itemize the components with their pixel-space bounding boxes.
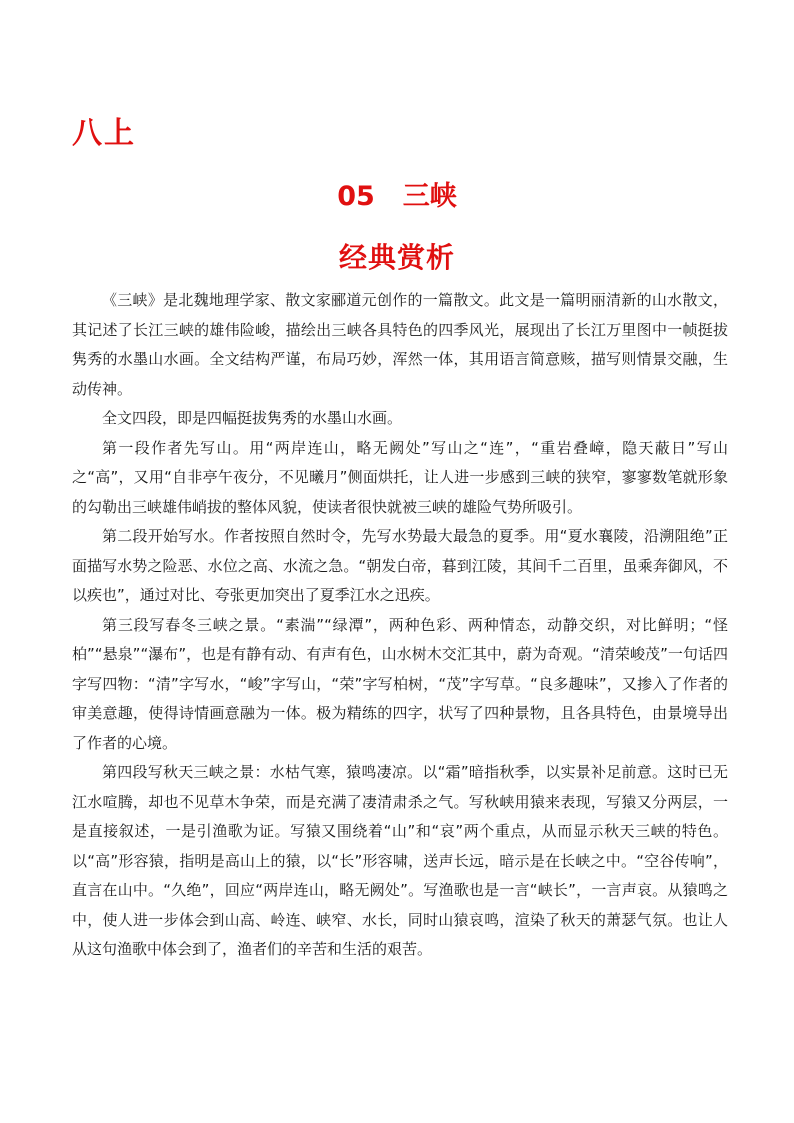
paragraph-mountains: 第一段作者先写山。用“两岸连山，略无阙处”写山之“连”，“重岩叠嶂，隐天蔽日”写山之“高”，又用“自非亭午夜分，不见曦月”侧面烘托，让人进一步感到三峡的狭窄，寥寥数笔就形象的勾勒出三峡雄伟峭拔的整体风貌，使读者很快就被三峡的雄险气势所吸引。 <box>72 438 728 516</box>
lesson-number: 05 <box>337 181 375 212</box>
lesson-name: 三峡 <box>402 181 457 212</box>
paragraph-overview: 全文四段，即是四幅挺拔隽秀的水墨山水画。 <box>102 409 403 427</box>
paragraph-intro: 《三峡》是北魏地理学家、散文家郦道元创作的一篇散文。此文是一篇明丽清新的山水散文，其记述了长江三峡的雄伟险峻，描绘出三峡各具特色的四季风光，展现出了长江万里图中一帧挺拔隽秀的水墨山水画。全文结构严谨，布局巧妙，浑然一体，其用语言简意赅，描写则情景交融，生动传神。 <box>72 291 728 398</box>
grade-title: 八上 <box>72 116 136 151</box>
section-title: 经典赏析 <box>338 241 455 274</box>
lesson-title <box>0 174 794 213</box>
article-body <box>72 286 728 965</box>
paragraph-autumn: 第四段写秋天三峡之景：水枯气寒，猿鸣凄凉。以“霜”暗指秋季，以实景补足前意。这时已无江水喧腾，却也不见草木争荣，而是充满了凄清肃杀之气。写秋峡用猿来表现，写猿又分两层，一是直接叙述，一是引渔歌为证。写猿又围绕着“山”和“哀”两个重点，从而显示秋天三峡的特色。以“高”形容猿，指明是高山上的猿，以“长”形容啸，送声长远，暗示是在长峡之中。“空谷传响”，直言在山中。“久绝”，回应“两岸连山，略无阙处”。写渔歌也是一言“峡长”，一言声哀。从猿鸣之中，使人进一步体会到山高、岭连、峡窄、水长，同时山猿哀鸣，渲染了秋天的萧瑟气氛。也让人从这句渔歌中体会到了，渔者们的辛苦和生活的艰苦。 <box>72 763 728 958</box>
paragraph-spring-winter: 第三段写春冬三峡之景。“素湍”“绿潭”，两种色彩、两种情态，动静交织，对比鲜明；“怪柏”“悬泉”“瀑布”，也是有静有动、有声有色，山水树木交汇其中，蔚为奇观。“清荣峻茂”一句话四字写四物：“清”字写水，“峻”字写山，“荣”字写柏树，“茂”字写草。“良多趣味”，又掺入了作者的审美意趣，使得诗情画意融为一体。极为精练的四字，状写了四种景物，且各具特色，由景境导出了作者的心境。 <box>72 615 728 752</box>
paragraph-summer: 第二段开始写水。作者按照自然时令，先写水势最大最急的夏季。用“夏水襄陵，沿溯阻绝”正面描写水势之险恶、水位之高、水流之急。“朝发白帝，暮到江陵，其间千二百里，虽乘奔御风，不以疾也”，通过对比、夸张更加突出了夏季江水之迅疾。 <box>72 527 728 604</box>
